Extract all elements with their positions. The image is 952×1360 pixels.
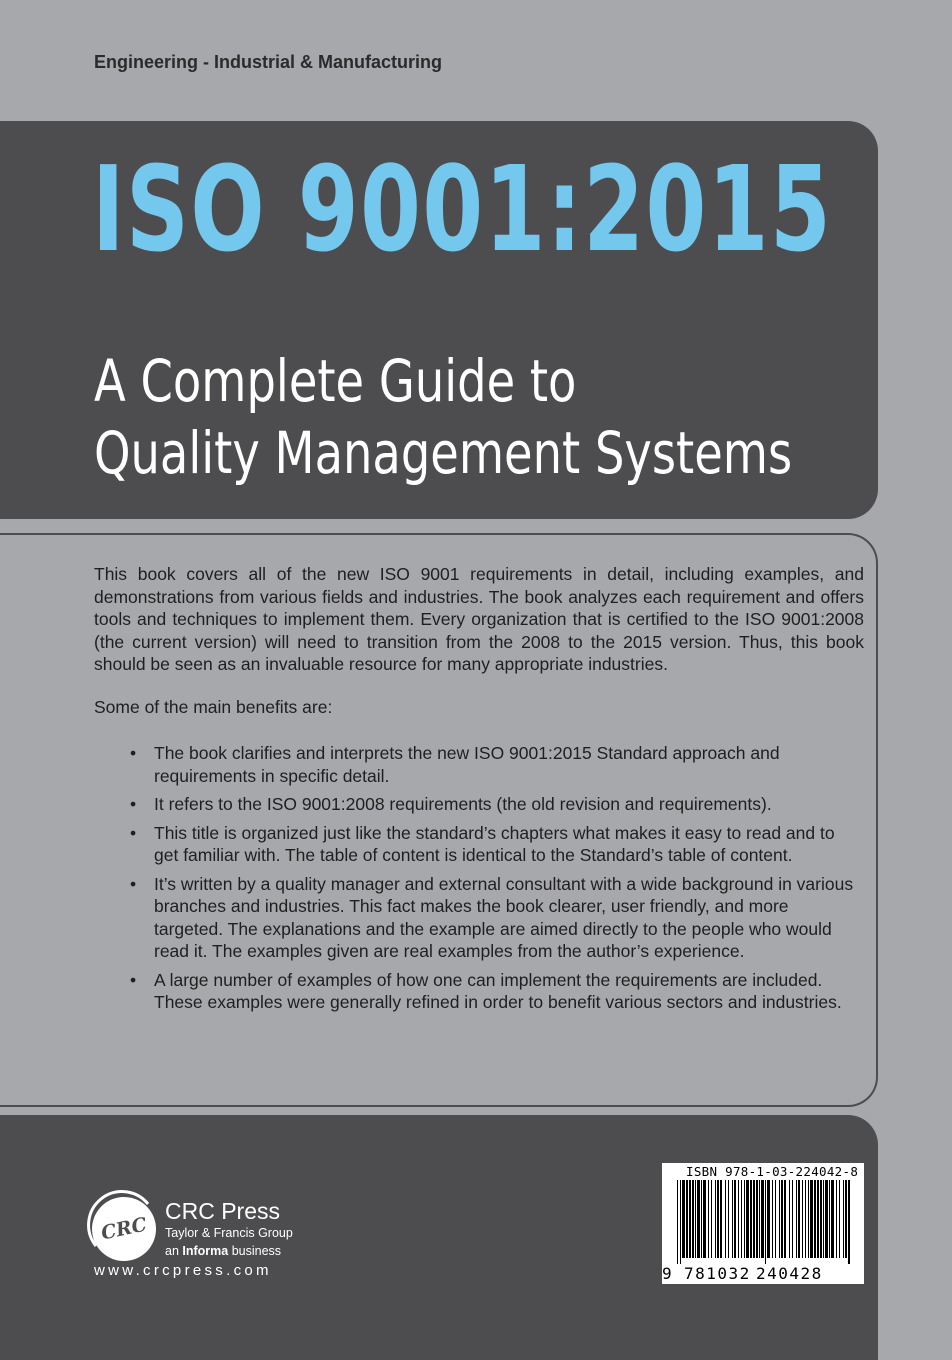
- barcode-bar: [697, 1180, 700, 1258]
- publisher-name: CRC Press: [165, 1198, 281, 1224]
- benefit-item: [130, 873, 860, 963]
- barcode-bar: [792, 1180, 793, 1258]
- barcode-bar: [741, 1180, 742, 1258]
- book-description: This book covers all of the new ISO 9001 requirements in detail, including examples, and demonstrations from various fields and industries. The book analyzes each requirement and offers tools and techniques to implement them. Every organization that is certified to the ISO 9001:2008 (the current version) will need to transition from the 2008 to the 2015 version. Thus, this book should be seen as an invaluable resource for many appropriate industries.: [94, 564, 864, 674]
- barcode-bar: [775, 1180, 776, 1258]
- barcode-bar: [695, 1180, 696, 1258]
- bullet-icon: •: [130, 743, 137, 763]
- barcode-bar: [802, 1180, 803, 1258]
- barcode-bar: [825, 1180, 828, 1258]
- barcode-digit-group: 240428: [756, 1264, 823, 1283]
- tagline-prefix: an: [165, 1244, 183, 1258]
- publisher-group: Taylor & Francis Group: [165, 1226, 293, 1240]
- barcode-bar: [725, 1180, 726, 1258]
- barcode-bar: [848, 1180, 850, 1264]
- barcode-bar: [805, 1180, 806, 1258]
- barcode-bar: [845, 1180, 847, 1258]
- benefit-text: The book clarifies and interprets the new ISO 9001:2015 Standard approach and requirements in specific detail.: [154, 743, 780, 786]
- barcode-bar: [746, 1180, 749, 1258]
- publisher-logo: [92, 1197, 156, 1261]
- barcode-icon: [675, 1180, 855, 1264]
- barcode-bar: [789, 1180, 790, 1258]
- benefit-text: It’s written by a quality manager and external consultant with a wide background in various branches and industries. This fact makes the book clearer, user friendly, and more targeted. The explanations and the example are aimed directly to the people who would read it. The examples given are real examples from the author’s experience.: [154, 873, 854, 961]
- benefits-list: [130, 742, 860, 1020]
- barcode-digit-first: 9: [662, 1264, 672, 1283]
- benefit-item: [130, 793, 860, 816]
- barcode-bar: [715, 1180, 716, 1258]
- barcode-bar: [765, 1180, 766, 1264]
- benefit-text: It refers to the ISO 9001:2008 requirements (the old revision and requirements).: [154, 794, 772, 814]
- barcode-bar: [750, 1180, 752, 1258]
- barcode-bar: [829, 1180, 830, 1258]
- category-label: Engineering - Industrial & Manufacturing: [94, 52, 443, 72]
- benefits-intro: Some of the main benefits are:: [94, 697, 333, 717]
- barcode-digit-group: 781032: [684, 1264, 751, 1283]
- benefit-item: [130, 822, 860, 867]
- barcode-bar: [823, 1180, 824, 1258]
- isbn-label: ISBN 978-1-03-224042-8: [686, 1164, 859, 1179]
- barcode-bar: [717, 1180, 719, 1258]
- barcode-bar: [836, 1180, 837, 1258]
- publisher-website[interactable]: www.crcpress.com: [94, 1262, 272, 1279]
- barcode-bar: [820, 1180, 822, 1258]
- barcode-bar: [814, 1180, 816, 1258]
- bullet-icon: •: [130, 873, 137, 894]
- barcode-bar: [843, 1180, 844, 1258]
- barcode-bar: [753, 1180, 755, 1258]
- barcode-bar: [682, 1180, 685, 1258]
- publisher-tagline: [165, 1244, 281, 1258]
- barcode-bar: [772, 1180, 773, 1258]
- barcode-bar: [738, 1180, 739, 1258]
- barcode-bar: [767, 1180, 770, 1258]
- barcode-bar: [817, 1180, 819, 1258]
- barcode-bar: [680, 1180, 681, 1264]
- bullet-icon: •: [130, 794, 137, 814]
- subtitle-line: A Complete Guide to: [94, 347, 577, 415]
- subtitle-line: Quality Management Systems: [94, 419, 793, 487]
- bullet-icon: •: [130, 969, 137, 990]
- barcode-bar: [831, 1180, 834, 1258]
- barcode-bar: [779, 1180, 780, 1258]
- barcode-bar: [810, 1180, 813, 1258]
- barcode-bar: [798, 1180, 800, 1258]
- barcode-bar: [686, 1180, 688, 1258]
- benefit-item: [130, 969, 860, 1014]
- barcode-bar: [781, 1180, 783, 1258]
- barcode-bar: [796, 1180, 797, 1258]
- benefit-text: A large number of examples of how one can implement the requirements are included. These examples were generally refined in order to benefit various sectors and industries.: [154, 969, 842, 1012]
- barcode-bar: [728, 1180, 729, 1258]
- tagline-suffix: business: [228, 1244, 282, 1258]
- barcode-bar: [708, 1180, 709, 1258]
- barcode-bar: [732, 1180, 733, 1258]
- barcode-bar: [839, 1180, 840, 1258]
- barcode-bar: [711, 1180, 712, 1258]
- book-subtitle: [94, 345, 792, 489]
- barcode-bar: [759, 1180, 760, 1258]
- barcode-bar: [756, 1180, 758, 1258]
- bullet-icon: •: [130, 822, 137, 843]
- barcode-bar: [808, 1180, 809, 1258]
- barcode-bar: [744, 1180, 745, 1258]
- barcode-bar: [761, 1180, 764, 1258]
- book-title: ISO 9001:2015: [92, 140, 833, 278]
- tagline-brand: Informa: [182, 1244, 229, 1258]
- benefit-text: This title is organized just like the standard’s chapters what makes it easy to read and to get familiar with. The table of content is identical to the Standard’s table of content.: [154, 822, 835, 865]
- barcode-bar: [703, 1180, 706, 1258]
- barcode-bar: [677, 1180, 678, 1264]
- barcode-bar: [734, 1180, 736, 1258]
- barcode-bar: [692, 1180, 694, 1258]
- publisher-logo-text: CRC: [99, 1213, 149, 1245]
- barcode-bar: [720, 1180, 722, 1258]
- benefit-item: [130, 742, 860, 787]
- barcode-bar: [689, 1180, 691, 1258]
- barcode-bar: [701, 1180, 702, 1258]
- barcode-bar: [784, 1180, 786, 1258]
